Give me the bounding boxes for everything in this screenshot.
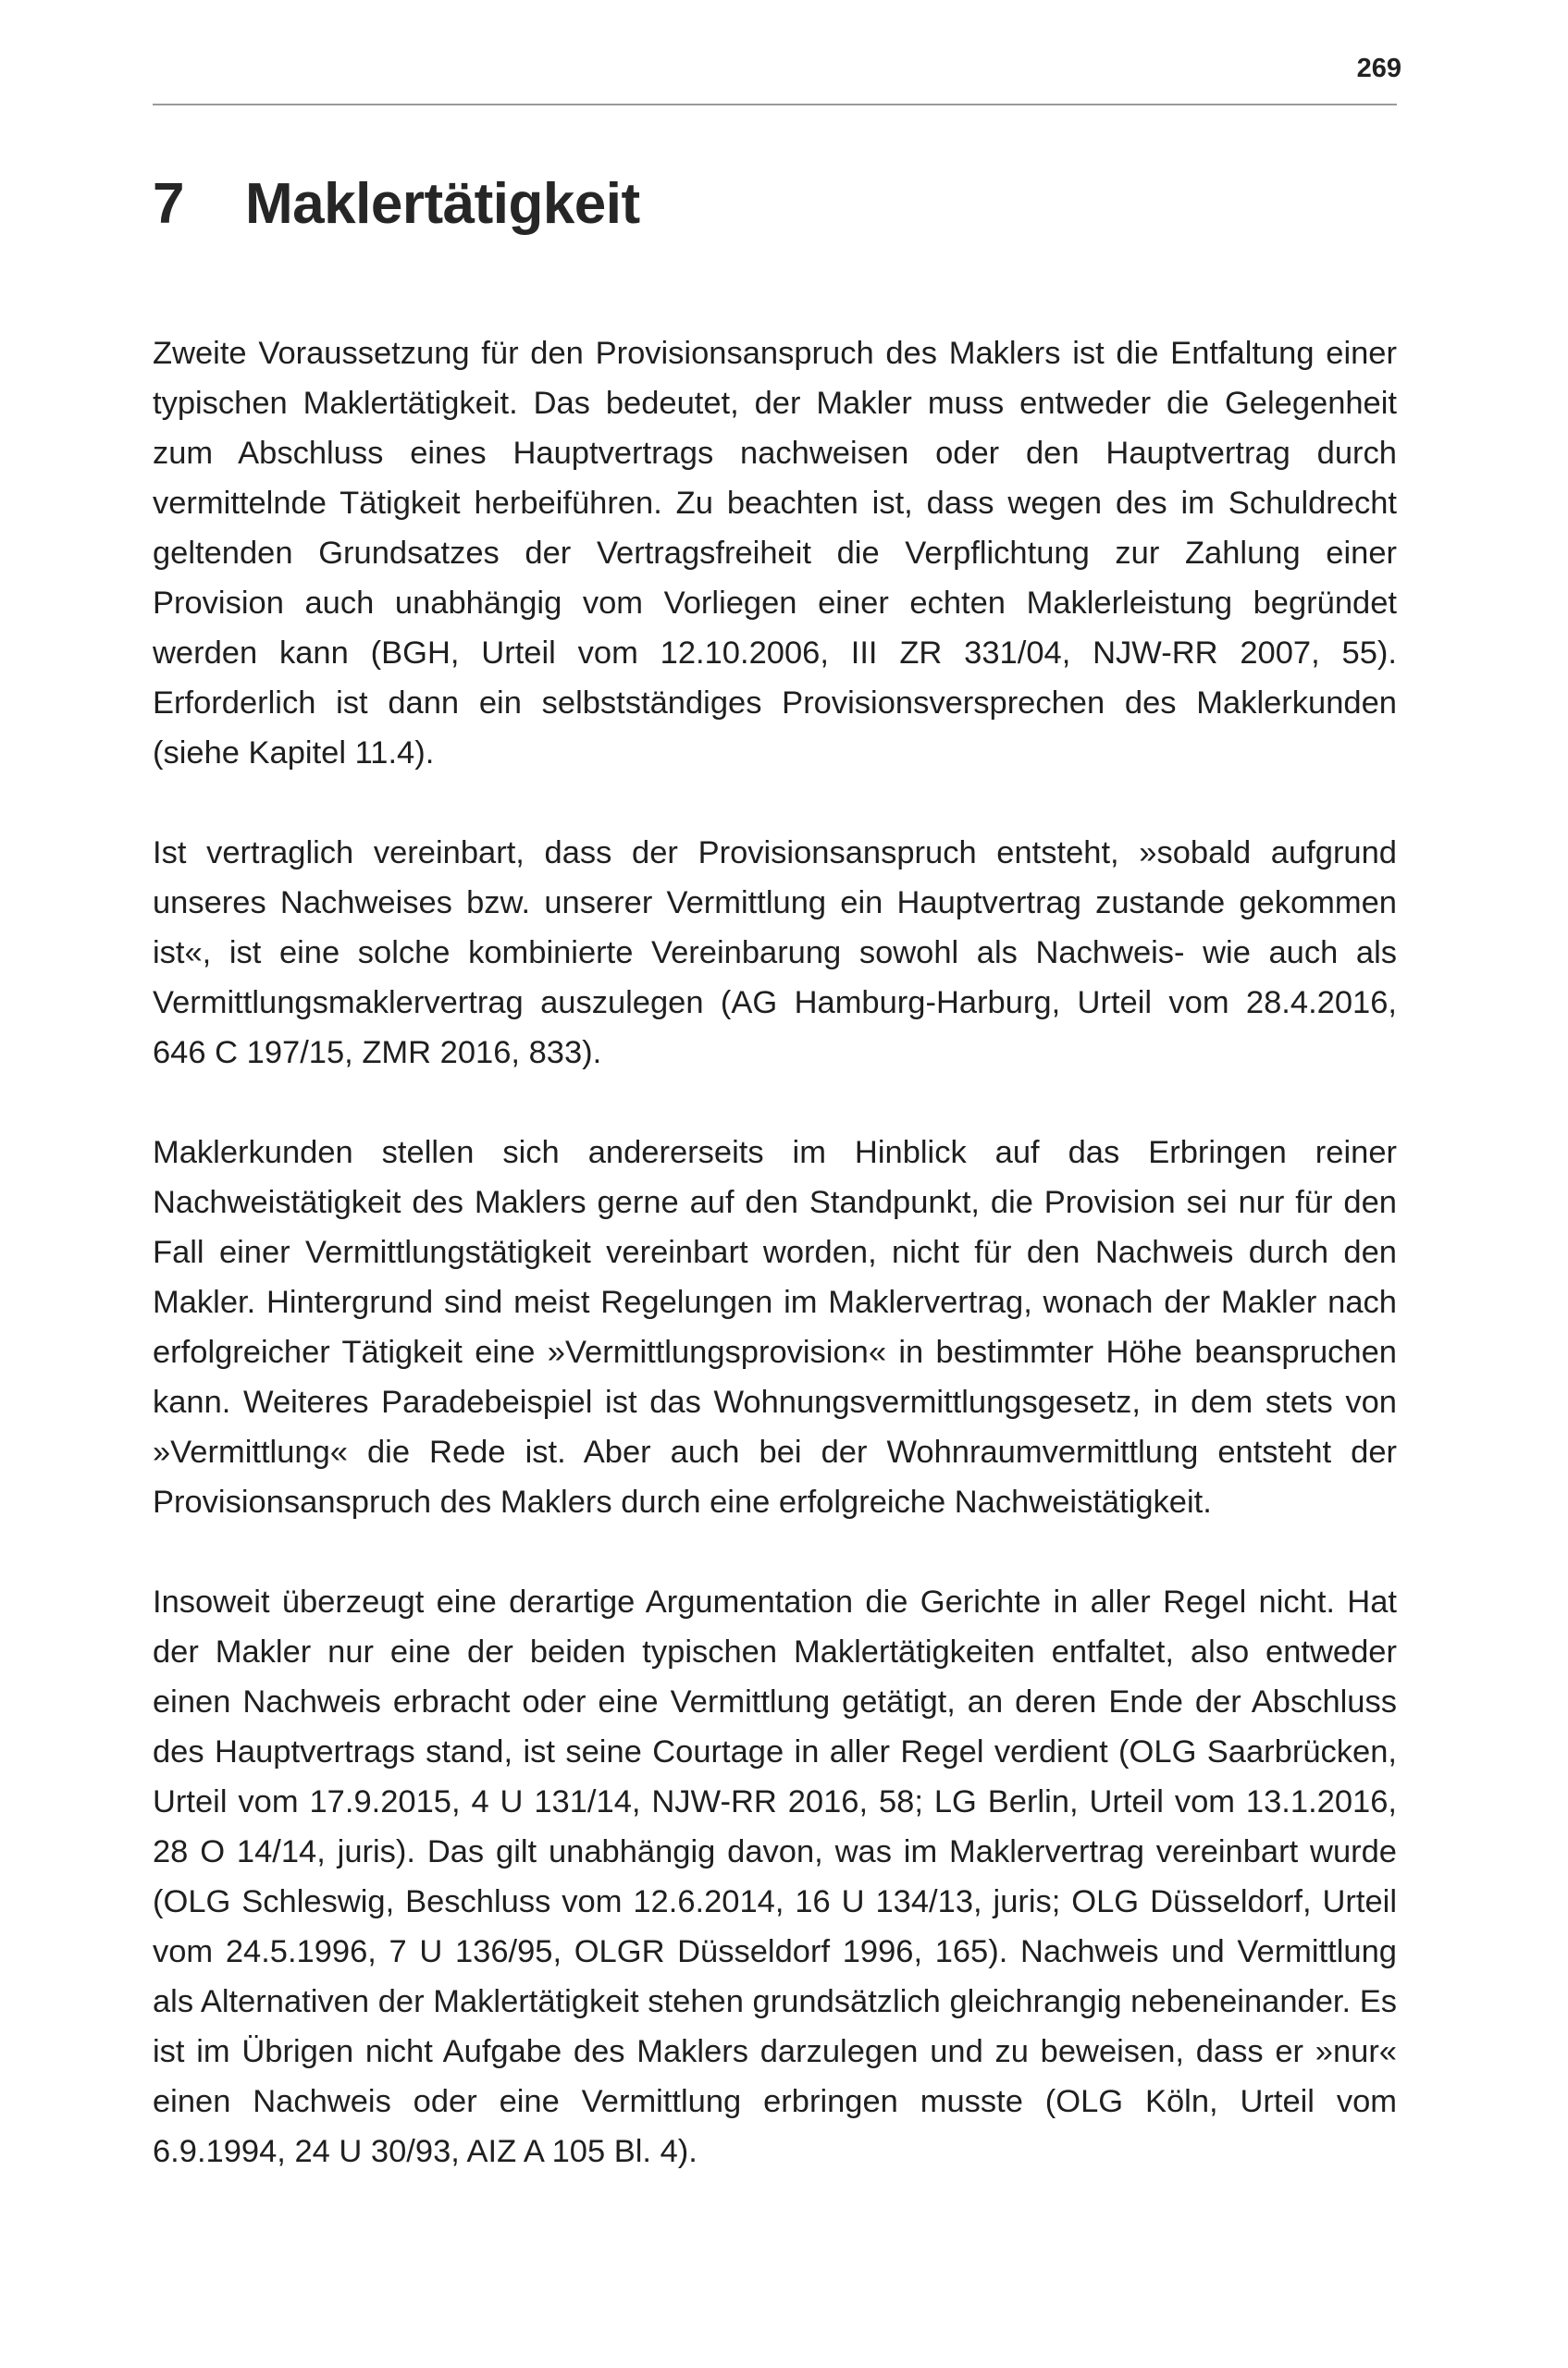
- paragraph: Zweite Voraussetzung für den Provisionsanspruch des Maklers ist die Entfaltung einer typischen Maklertätigkeit. Das bedeutet, der Makler muss entweder die Gelegenheit zum Abschluss eines Hauptvertrags nachweisen oder den Hauptvertrag durch vermittelnde Tätigkeit herbeiführen. Zu beachten ist, dass wegen des im Schuldrecht geltenden Grundsatzes der Vertragsfreiheit die Verpflichtung zur Zahlung einer Provision auch unabhängig vom Vorliegen einer echten Maklerleistung begründet werden kann (BGH, Urteil vom 12.10.2006, III ZR 331/04, NJW-RR 2007, 55). Erforderlich ist dann ein selbstständiges Provisionsversprechen des Maklerkunden (siehe Kapitel 11.4).: [153, 336, 1397, 771]
- chapter-title: Maklertätigkeit: [245, 172, 640, 236]
- paragraph: Ist vertraglich vereinbart, dass der Provisionsanspruch entsteht, »sobald aufgrund unseres Nachweises bzw. unserer Vermittlung ein Hauptvertrag zustande gekommen ist«, ist eine solche kombinierte Vereinbarung sowohl als Nachweis- wie auch als Vermittlungsmaklervertrag auszulegen (AG Hamburg-Harburg, Urteil vom 28.4.2016, 646 C 197/15, ZMR 2016, 833).: [153, 835, 1397, 1070]
- header-divider: [153, 104, 1397, 105]
- chapter-body: [153, 328, 1397, 2226]
- page-number: 269: [1356, 54, 1401, 83]
- paragraph: Maklerkunden stellen sich andererseits im Hinblick auf das Erbringen reiner Nachweistätigkeit des Maklers gerne auf den Standpunkt, die Provision sei nur für den Fall einer Vermittlungstätigkeit vereinbart worden, nicht für den Nachweis durch den Makler. Hintergrund sind meist Regelungen im Maklervertrag, wonach der Makler nach erfolgreicher Tätigkeit eine »Vermittlungsprovision« in bestimmter Höhe beanspruchen kann. Weiteres Paradebeispiel ist das Wohnungsvermittlungsgesetz, in dem stets von »Vermittlung« die Rede ist. Aber auch bei der Wohnraumvermittlung entsteht der Provisionsanspruch des Maklers durch eine erfolgreiche Nachweistätigkeit.: [153, 1135, 1397, 1520]
- chapter-number: 7: [153, 172, 184, 236]
- paragraph: Insoweit überzeugt eine derartige Argumentation die Gerichte in aller Regel nicht. Hat der Makler nur eine der beiden typischen Maklertätigkeiten entfaltet, also entweder einen Nachweis erbracht oder eine Vermittlung getätigt, an deren Ende der Abschluss des Hauptvertrags stand, ist seine Courtage in aller Regel verdient (OLG Saarbrücken, Urteil vom 17.9.2015, 4 U 131/14, NJW-RR 2016, 58; LG Berlin, Urteil vom 13.1.2016, 28 O 14/14, juris). Das gilt unabhängig davon, was im Maklervertrag vereinbart wurde (OLG Schleswig, Beschluss vom 12.6.2014, 16 U 134/13, juris; OLG Düsseldorf, Urteil vom 24.5.1996, 7 U 136/95, OLGR Düsseldorf 1996, 165). Nachweis und Vermittlung als Alternativen der Maklertätigkeit stehen grundsätzlich gleichrangig nebeneinander. Es ist im Übrigen nicht Aufgabe des Maklers darzulegen und zu beweisen, dass er »nur« einen Nachweis oder eine Vermittlung erbringen musste (OLG Köln, Urteil vom 6.9.1994, 24 U 30/93, AIZ A 105 Bl. 4).: [153, 1585, 1397, 2169]
- chapter-heading: [153, 171, 640, 237]
